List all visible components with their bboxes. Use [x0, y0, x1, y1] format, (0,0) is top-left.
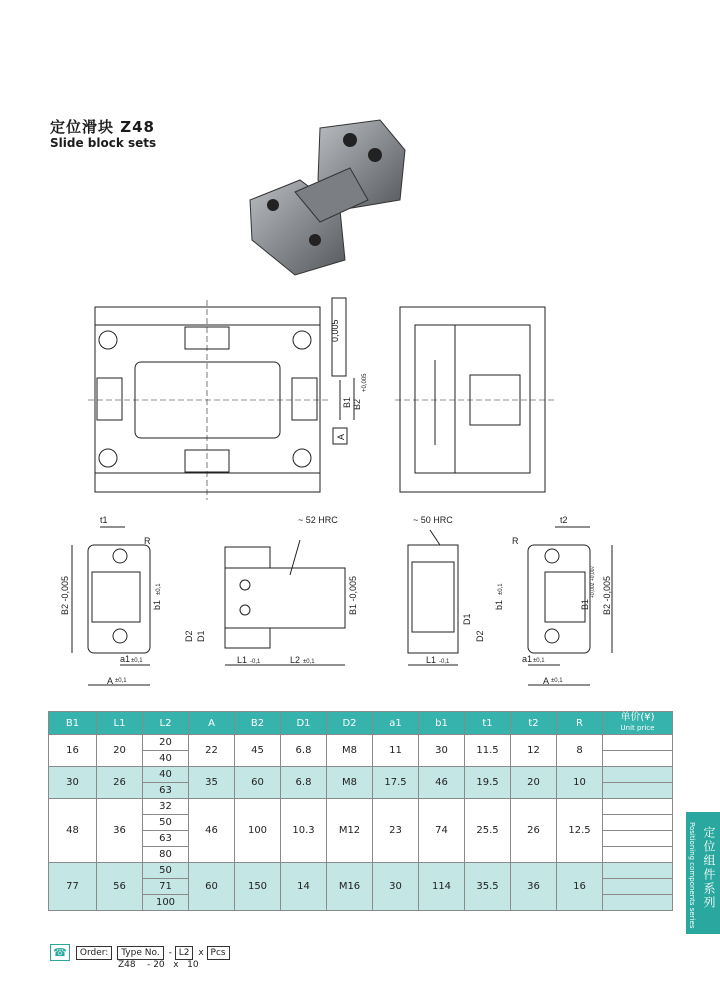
table-header-row — [49, 712, 673, 735]
top-view-outline — [95, 307, 320, 492]
right-center-part-view — [408, 545, 458, 653]
b1-label: B1 — [342, 396, 352, 408]
l1-tol-right: -0,1 — [439, 659, 450, 665]
price-header-en: Unit price — [620, 724, 655, 732]
cell-d2: M8 — [327, 735, 373, 767]
col-header: D2 — [327, 712, 373, 735]
cell-r: 12.5 — [557, 799, 603, 863]
col-header: b1 — [419, 712, 465, 735]
cell-b1-small: 30 — [419, 735, 465, 767]
cell-l1: 56 — [97, 863, 143, 911]
d1-right: D1 — [462, 613, 472, 625]
cell-l2: 63 — [143, 831, 189, 847]
cell-l1: 20 — [97, 735, 143, 767]
cell-a1: 17.5 — [373, 767, 419, 799]
page-title-cn: 定位滑块 Z48 — [50, 118, 155, 136]
phone-icon: ☎ — [50, 944, 70, 961]
cell-b1-small: 46 — [419, 767, 465, 799]
b1-plus-tol-right: +0,002 +0,007 — [590, 565, 596, 598]
col-header: B2 — [235, 712, 281, 735]
order-l2-box: L2 — [175, 946, 194, 960]
cell-b1: 30 — [49, 767, 97, 799]
r-label-right: R — [512, 536, 519, 546]
col-header: t1 — [465, 712, 511, 735]
cell-price — [603, 863, 673, 879]
t1-label: t1 — [100, 515, 108, 525]
cell-b2: 150 — [235, 863, 281, 911]
order-example-type: Z48 — [118, 960, 136, 970]
center-part-view — [225, 568, 345, 628]
cell-a: 35 — [189, 767, 235, 799]
cell-t2: 26 — [511, 799, 557, 863]
col-header: t2 — [511, 712, 557, 735]
cell-l1: 26 — [97, 767, 143, 799]
l1-right: L1 — [426, 655, 437, 665]
cell-price — [603, 767, 673, 783]
order-label: Order: — [76, 946, 112, 960]
cell-a: 46 — [189, 799, 235, 863]
side-view-outline — [400, 307, 545, 492]
a-left: A — [107, 676, 114, 686]
cell-l2: 32 — [143, 799, 189, 815]
cell-a: 60 — [189, 863, 235, 911]
order-dash: - — [168, 948, 172, 958]
cell-b1: 77 — [49, 863, 97, 911]
cell-price — [603, 831, 673, 847]
cell-d2: M8 — [327, 767, 373, 799]
cell-b2: 45 — [235, 735, 281, 767]
hrc-right: ~ 50 HRC — [413, 515, 453, 525]
cell-l2: 50 — [143, 863, 189, 879]
price-header-cn: 单价(¥) — [620, 712, 655, 723]
cell-d2: M16 — [327, 863, 373, 911]
a-tol-left: ±0,1 — [115, 678, 127, 684]
cell-b1-small: 74 — [419, 799, 465, 863]
d1-left: D1 — [196, 630, 206, 642]
cell-price — [603, 895, 673, 911]
order-example-l2: 20 — [153, 960, 165, 970]
order-format — [50, 944, 232, 961]
cell-t1: 35.5 — [465, 863, 511, 911]
d2-right: D2 — [475, 630, 485, 642]
cell-a1: 30 — [373, 863, 419, 911]
r-label-left: R — [144, 536, 151, 546]
cell-d1: 10.3 — [281, 799, 327, 863]
cell-a1: 11 — [373, 735, 419, 767]
cell-price — [603, 847, 673, 863]
b2-minus-left: B2 -0,005 — [60, 575, 70, 615]
cell-price — [603, 815, 673, 831]
cell-price — [603, 751, 673, 767]
a1-left: a1 — [120, 654, 131, 664]
side-tab-en: Positioning components series — [688, 822, 696, 929]
cell-t1: 11.5 — [465, 735, 511, 767]
cell-price — [603, 879, 673, 895]
order-example — [118, 960, 199, 970]
l1-tol-center: -0,1 — [250, 659, 261, 665]
a-right: A — [543, 676, 550, 686]
flatness-label: 0,005 — [330, 319, 340, 342]
cell-r: 16 — [557, 863, 603, 911]
col-header: D1 — [281, 712, 327, 735]
side-tab-cn: 定位组件系列 — [702, 826, 716, 910]
a1-tol-right: ±0,1 — [533, 658, 545, 664]
left-part-view — [88, 545, 150, 653]
cell-d1: 6.8 — [281, 767, 327, 799]
cell-b2: 60 — [235, 767, 281, 799]
col-header: B1 — [49, 712, 97, 735]
order-example-pcs: 10 — [187, 960, 199, 970]
cell-l2: 20 — [143, 735, 189, 751]
l1-center: L1 — [237, 655, 248, 665]
order-type-box: Type No. — [117, 946, 163, 960]
cell-l2: 40 — [143, 751, 189, 767]
table-row — [49, 799, 673, 815]
cell-b1: 48 — [49, 799, 97, 863]
b1-tol-left: ±0,1 — [156, 583, 162, 595]
a1-right: a1 — [522, 654, 533, 664]
cell-t2: 12 — [511, 735, 557, 767]
hrc-left: ~ 52 HRC — [298, 515, 338, 525]
cell-t2: 36 — [511, 863, 557, 911]
cell-a: 22 — [189, 735, 235, 767]
cell-l1: 36 — [97, 799, 143, 863]
order-pcs-box: Pcs — [207, 946, 230, 960]
col-header: a1 — [373, 712, 419, 735]
cell-price — [603, 799, 673, 815]
spec-table — [48, 711, 673, 911]
cell-a1: 23 — [373, 799, 419, 863]
side-category-tab[interactable] — [686, 812, 720, 934]
cell-b1-small: 114 — [419, 863, 465, 911]
b1-plus-right: B1 — [580, 598, 590, 610]
cell-l2: 63 — [143, 783, 189, 799]
cell-l2: 50 — [143, 815, 189, 831]
b2-tol: +0,005 — [362, 373, 368, 392]
a-tol-right: ±0,1 — [551, 678, 563, 684]
cell-price — [603, 735, 673, 751]
price-header — [603, 712, 673, 735]
datum-label: A — [336, 433, 346, 440]
b2-minus-right: B2 -0,005 — [602, 575, 612, 615]
order-x: x — [198, 948, 204, 958]
cell-r: 8 — [557, 735, 603, 767]
cell-b2: 100 — [235, 799, 281, 863]
table-row — [49, 863, 673, 879]
d2-left: D2 — [184, 630, 194, 642]
col-header: L2 — [143, 712, 189, 735]
a1-tol-left: ±0,1 — [131, 658, 143, 664]
l2-tol-center: ±0,1 — [303, 659, 315, 665]
order-example-x: x — [173, 960, 179, 970]
b1-minus-center: B1 -0,005 — [348, 575, 358, 615]
cell-t1: 19.5 — [465, 767, 511, 799]
cell-price — [603, 783, 673, 799]
col-header: A — [189, 712, 235, 735]
cell-l2: 40 — [143, 767, 189, 783]
cell-l2: 80 — [143, 847, 189, 863]
cell-l2: 100 — [143, 895, 189, 911]
cell-t2: 20 — [511, 767, 557, 799]
b2-label: B2 — [352, 398, 362, 410]
cell-b1: 16 — [49, 735, 97, 767]
order-example-dash: - — [147, 960, 151, 970]
col-header: L1 — [97, 712, 143, 735]
page-title-en: Slide block sets — [50, 136, 157, 150]
cell-r: 10 — [557, 767, 603, 799]
table-row — [49, 767, 673, 783]
cell-t1: 25.5 — [465, 799, 511, 863]
col-header: R — [557, 712, 603, 735]
cell-d1: 14 — [281, 863, 327, 911]
table-row — [49, 735, 673, 751]
t2-label: t2 — [560, 515, 568, 525]
l2-center: L2 — [290, 655, 301, 665]
b1-tol-right: ±0,1 — [498, 583, 504, 595]
cell-d1: 6.8 — [281, 735, 327, 767]
cell-d2: M12 — [327, 799, 373, 863]
b1-dim-left: b1 — [152, 599, 162, 610]
cell-l2: 71 — [143, 879, 189, 895]
b1-dim-right: b1 — [494, 599, 504, 610]
